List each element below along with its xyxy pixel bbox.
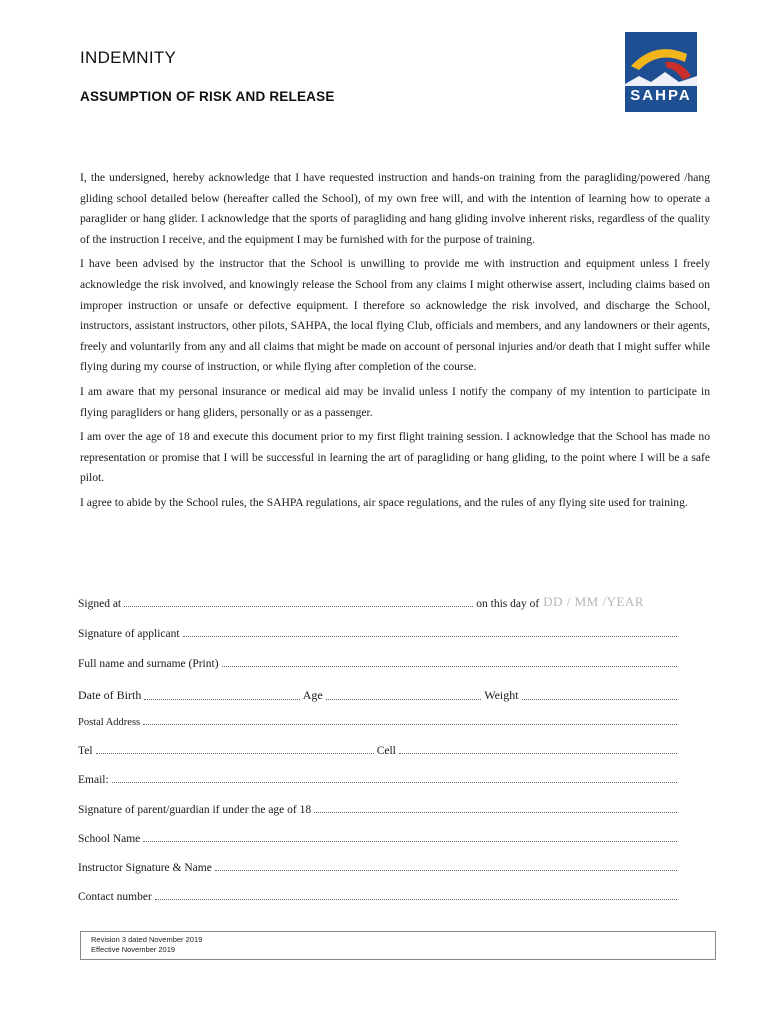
- signed-at-label: Signed at: [78, 598, 122, 610]
- page-title: INDEMNITY: [80, 48, 177, 67]
- on-this-day-label: on this day of: [476, 598, 540, 610]
- revision-text: Revision 3 dated November 2019: [91, 935, 203, 944]
- signature-label: Signature of applicant: [78, 628, 180, 640]
- school-label: School Name: [78, 833, 141, 845]
- instructor-label: Instructor Signature & Name: [78, 862, 212, 874]
- page-subtitle: ASSUMPTION OF RISK AND RELEASE: [80, 89, 335, 104]
- contact-number-field[interactable]: [78, 891, 680, 903]
- email-label: Email:: [78, 774, 109, 786]
- contact-label: Contact number: [78, 891, 152, 903]
- paragraph-release: I have been advised by the instructor that the School is unwilling to provide me with instruction and equipment unless I freely acknowledge the risk involved, and knowingly release the School from any claims I might otherwise assert, including claims based on improper instruction or unsafe or defective equipment. I therefore so acknowledge the risk involved, and discharge the School, instructors, assistant instructors, other pilots, SAHPA, the local flying Club, officials and members, and any landowners or their agents, freely and voluntarily from any and all claims that might be made on account of personal injuries and/or death that I might suffer while flying during my course of instruction, or while flying after completion of the course.: [80, 257, 710, 374]
- revision-footer: [80, 931, 716, 960]
- school-name-field[interactable]: [78, 833, 680, 845]
- signed-at-field[interactable]: [78, 594, 680, 610]
- sahpa-logo: [625, 32, 697, 112]
- signature-field[interactable]: [78, 628, 680, 640]
- tel-cell-field[interactable]: [78, 745, 680, 757]
- date-placeholder[interactable]: DD / MM /YEAR: [543, 594, 644, 609]
- guardian-label: Signature of parent/guardian if under the age of 18: [78, 804, 312, 816]
- paragraph-rules: I agree to abide by the School rules, the SAHPA regulations, air space regulations, and the rules of any flying site used for training.: [80, 495, 688, 509]
- email-field[interactable]: [78, 774, 680, 786]
- full-name-field[interactable]: [78, 658, 680, 670]
- dob-label: Date of Birth: [78, 688, 142, 702]
- full-name-label: Full name and surname (Print): [78, 658, 219, 670]
- dob-age-weight-field[interactable]: [78, 688, 680, 703]
- postal-address-field[interactable]: [78, 717, 680, 728]
- effective-text: Effective November 2019: [91, 945, 176, 954]
- indemnity-body: [80, 168, 710, 518]
- logo-text: SAHPA: [630, 87, 692, 104]
- weight-label: Weight: [484, 688, 519, 702]
- guardian-signature-field[interactable]: [78, 804, 680, 816]
- paragraph-insurance: I am aware that my personal insurance or medical aid may be invalid unless I notify the company of my intention to participate in flying paragliders or hang gliders, personally or as a passenger.: [80, 384, 710, 419]
- postal-label: Postal Address: [78, 717, 141, 728]
- paragraph-request: I, the undersigned, hereby acknowledge that I have requested instruction and hands-on training from the paragliding/powered /hang gliding school detailed below (hereafter called the School), of my own free will, and with the intention of learning how to operate a paraglider or hang glider. I acknowledge that the sports of paragliding and hang gliding involve inherent risks, regardless of the quality of the instruction I receive, and the equipment I may be furnished with for the purpose of training.: [80, 171, 710, 246]
- instructor-field[interactable]: [78, 862, 680, 874]
- tel-label: Tel: [78, 745, 93, 757]
- age-label: Age: [302, 688, 323, 702]
- paragraph-age: I am over the age of 18 and execute this document prior to my first flight training session. I acknowledge that the School has made no representation or promise that I will be successful in learning the art of paragliding or hang gliding, to the point where I will be a safe pilot.: [80, 430, 710, 485]
- cell-label: Cell: [376, 745, 396, 757]
